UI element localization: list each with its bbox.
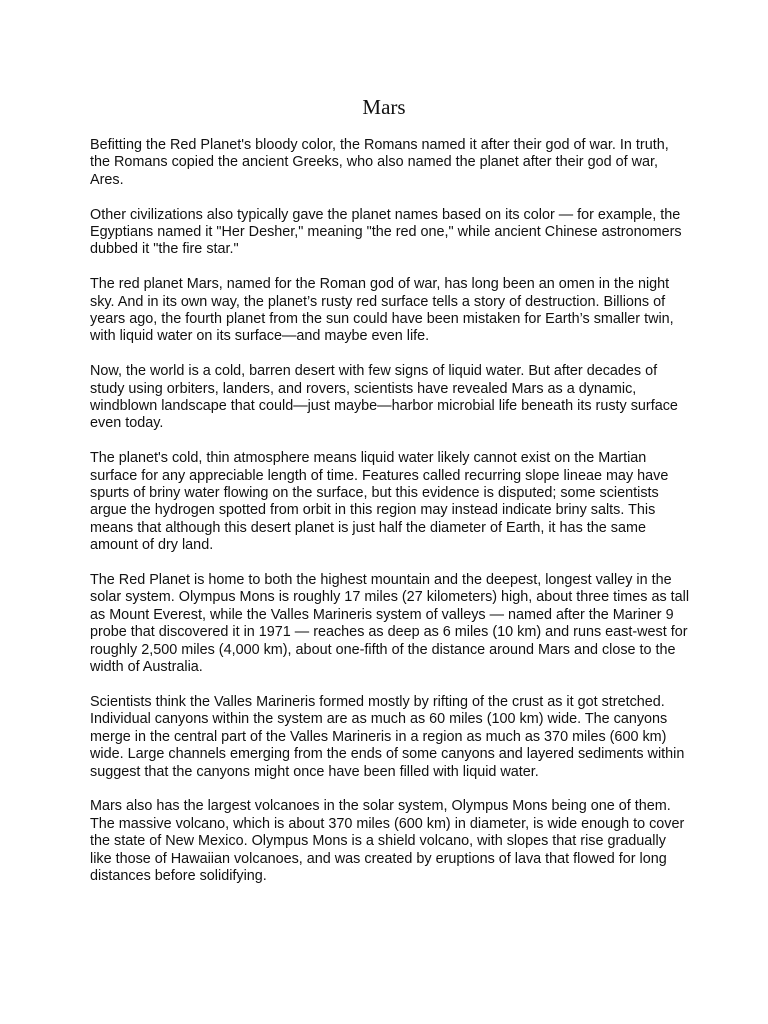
paragraph: The planet's cold, thin atmosphere means liquid water likely cannot exist on the Martian surface for any appreciable length of time. Features called recurring slope lineae may have spurts of briny water flowing on the surface, but this evidence is disputed; some scientists argue the hydrogen spotted from orbit in this region may instead indicate briny salts. This means that although this desert planet is just half the diameter of Earth, it has the same amount of dry land. [90, 450, 669, 554]
paragraph: Now, the world is a cold, barren desert with few signs of liquid water. But after decades of study using orbiters, landers, and rovers, scientists have revealed Mars as a dynamic, windblown landscape that could—just maybe—harbor microbial life beneath its rusty surface even today. [90, 363, 678, 432]
document-title: Mars [362, 95, 406, 119]
paragraph: The red planet Mars, named for the Roman god of war, has long been an omen in the night sky. And in its own way, the planet’s rusty red surface tells a story of destruction. Billions of years ago, the fourth planet from the sun could have been mistaken for Earth’s smaller twin, with liquid water on its surface—and maybe even life. [90, 276, 674, 345]
paragraph: Other civilizations also typically gave the planet names based on its color — for example, the Egyptians named it "Her Desher," meaning "the red one," while ancient Chinese astronomers dubbed it "the fire star." [90, 206, 682, 258]
paragraph: Scientists think the Valles Marineris formed mostly by rifting of the crust as it got stretched. Individual canyons within the system are as much as 60 miles (100 km) wide. The canyons merge in the central part of the Valles Marineris in a region as much as 370 miles (600 km) wide. Large channels emerging from the ends of some canyons and layered sediments within suggest that the canyons might once have been filled with liquid water. [90, 693, 685, 780]
paragraph: Mars also has the largest volcanoes in the solar system, Olympus Mons being one of them. The massive volcano, which is about 370 miles (600 km) in diameter, is wide enough to cover the state of New Mexico. Olympus Mons is a shield volcano, with slopes that rise gradually like those of Hawaiian volcanoes, and was created by eruptions of lava that flowed for long distances before solidifying. [90, 798, 685, 884]
document-body [90, 137, 690, 903]
paragraph: The Red Planet is home to both the highest mountain and the deepest, longest valley in the solar system. Olympus Mons is roughly 17 miles (27 kilometers) high, about three times as tall as Mount Everest, while the Valles Marineris system of valleys — named after the Mariner 9 probe that discovered it in 1971 — reaches as deep as 6 miles (10 km) and runs east-west for roughly 2,500 miles (4,000 km), about one-fifth of the distance around Mars and close to the width of Australia. [90, 572, 690, 676]
paragraph: Befitting the Red Planet's bloody color, the Romans named it after their god of war. In truth, the Romans copied the ancient Greeks, who also named the planet after their god of war, Ares. [90, 137, 669, 188]
